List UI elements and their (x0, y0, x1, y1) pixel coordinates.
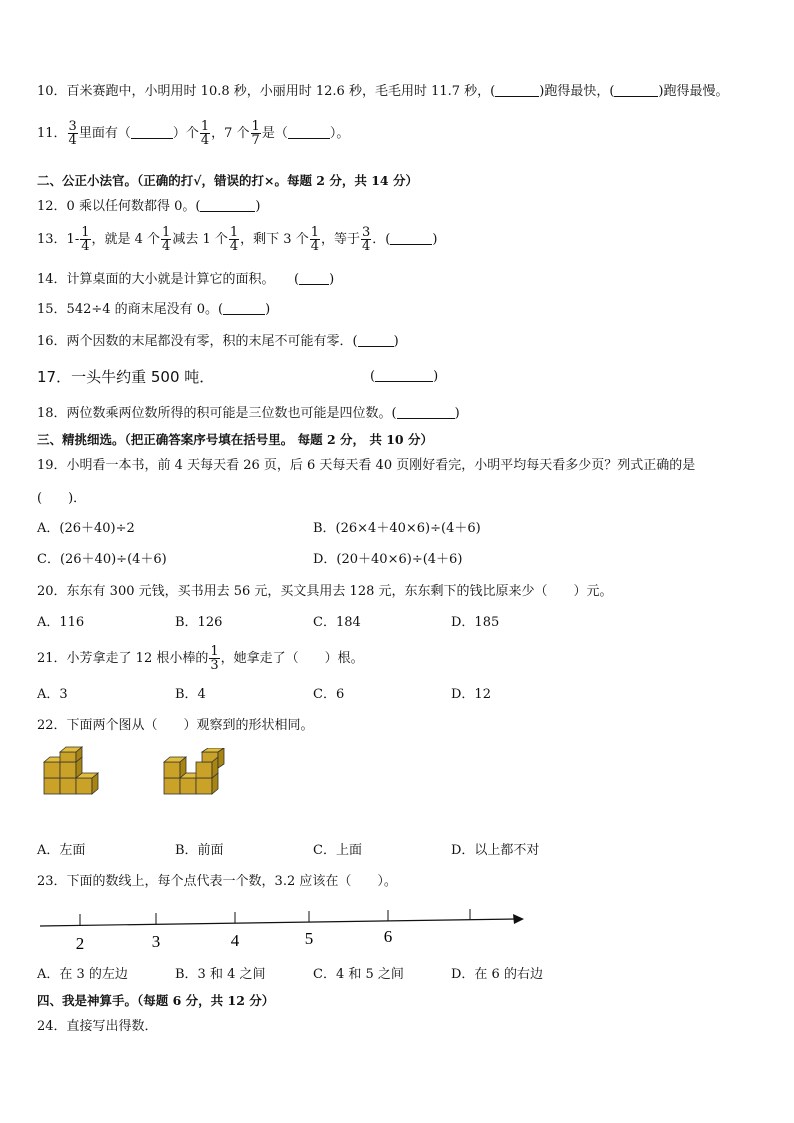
number-line-axis (40, 919, 516, 926)
question-23: 23．下面的数线上，每个点代表一个数，3.2 应该在（ ）。 (37, 874, 397, 889)
fraction: $\frac{1}{7}$ (251, 119, 260, 148)
option-d[interactable]: D．12 (451, 687, 491, 702)
number-line (36, 905, 536, 955)
option-c[interactable]: C．6 (313, 687, 345, 702)
answer-blank[interactable] (131, 126, 173, 139)
option-a[interactable]: A．(26＋40)÷2 (37, 521, 135, 536)
option-d[interactable]: D．以上都不对 (451, 843, 540, 858)
section-heading-4: 四、我是神算手。（每题 6 分，共 12 分） (37, 993, 275, 1008)
question-22: 22．下面两个图从（ ）观察到的形状相同。 (37, 718, 314, 733)
option-d[interactable]: D．在 6 的右边 (451, 967, 543, 982)
option-b[interactable]: B．前面 (175, 843, 224, 858)
option-c[interactable]: C．上面 (313, 843, 362, 858)
question-20: 20．东东有 300 元钱，买书用去 56 元，买文具用去 128 元，东东剩下的钱比原来少（ ）元。 (37, 584, 613, 599)
fraction: $\frac{3}{4}$ (68, 119, 77, 148)
tick-label: 4 (230, 931, 240, 950)
question-21: 21．小芳拿走了 12 根小棒的 $\frac{1}{3}$ ，她拿走了（ ）根。 (37, 644, 364, 673)
answer-blank[interactable] (223, 302, 265, 315)
question-17: 17．一头牛约重 500 吨． (37, 368, 215, 386)
fraction: $\frac{1}{3}$ (210, 644, 219, 673)
section-heading-3: 三、精挑细选。（把正确答案序号填在括号里。 每题 2 分， 共 10 分） (37, 432, 433, 447)
cube-figure-left (38, 745, 108, 800)
fraction: $\frac{1}{4}$ (310, 225, 319, 254)
question-11: 11． $\frac{3}{4}$ 里面有（ ）个 $\frac{1}{4}$ ，7 个 $\frac{1}{7}$ 是（ ）。 (37, 119, 350, 148)
question-13: 13．1- $\frac{1}{4}$ ，就是 4 个 $\frac{1}{4}$ 减去 1 个 $\frac{1}{4}$ ，剩下 3 个 $\frac{1}{4}$ ，等于 $\frac{3}{4}$ ．( ) (37, 225, 438, 254)
option-a[interactable]: A．3 (37, 687, 68, 702)
question-16: 16．两个因数的末尾都没有零，积的末尾不可能有零．( ) (37, 334, 399, 349)
option-b[interactable]: B．4 (175, 687, 206, 702)
answer-blank[interactable] (358, 334, 394, 347)
question-18: 18．两位数乘两位数所得的积可能是三位数也可能是四位数。( ) (37, 406, 460, 421)
fraction: $\frac{1}{4}$ (162, 225, 171, 254)
question-10: 10．百米赛跑中，小明用时 10.8 秒，小丽用时 12.6 秒，毛毛用时 11.7 秒，( )跑得最快，( )跑得最慢。 (37, 84, 729, 99)
option-b[interactable]: B．(26×4＋40×6)÷(4＋6) (313, 521, 481, 536)
tick-label: 3 (151, 932, 161, 951)
arrow-icon (513, 914, 524, 924)
fraction: $\frac{1}{4}$ (200, 119, 210, 148)
answer-blank[interactable] (375, 369, 433, 382)
option-a[interactable]: A．116 (37, 615, 85, 630)
option-d[interactable]: D．185 (451, 615, 500, 630)
fraction: $\frac{1}{4}$ (81, 225, 90, 254)
question-12: 12．0 乘以任何数都得 0。( ) (37, 199, 261, 214)
answer-blank[interactable] (200, 199, 255, 212)
fraction: $\frac{1}{4}$ (229, 225, 239, 254)
answer-blank[interactable] (390, 232, 432, 245)
tick-label: 2 (75, 934, 85, 953)
answer-blank[interactable] (614, 84, 658, 97)
option-a[interactable]: A．左面 (37, 843, 86, 858)
question-19-paren: ( )． (37, 491, 87, 506)
answer-blank[interactable] (288, 126, 330, 139)
question-19: 19．小明看一本书，前 4 天每天看 26 页，后 6 天每天看 40 页刚好看完，小明平均每天看多少页？列式正确的是 (37, 458, 696, 473)
option-c[interactable]: C．4 和 5 之间 (313, 967, 404, 982)
section-heading-2: 二、公正小法官。（正确的打√，错误的打×。每题 2 分，共 14 分） (37, 173, 418, 188)
option-b[interactable]: B．3 和 4 之间 (175, 967, 266, 982)
option-b[interactable]: B．126 (175, 615, 223, 630)
tick-label: 6 (383, 927, 393, 946)
option-d[interactable]: D．(20＋40×6)÷(4＋6) (313, 552, 463, 567)
answer-blank[interactable] (495, 84, 539, 97)
cube-figure-right (160, 748, 230, 800)
answer-blank[interactable] (299, 272, 329, 285)
tick-label: 5 (304, 929, 314, 948)
option-a[interactable]: A．在 3 的左边 (37, 967, 128, 982)
option-c[interactable]: C．184 (313, 615, 361, 630)
question-14: 14．计算桌面的大小就是计算它的面积。 ( ) (37, 272, 335, 287)
question-24: 24．直接写出得数． (37, 1019, 158, 1034)
option-c[interactable]: C．(26＋40)÷(4＋6) (37, 552, 167, 567)
fraction: $\frac{3}{4}$ (362, 225, 371, 254)
answer-blank[interactable] (397, 406, 455, 419)
question-15: 15．542÷4 的商末尾没有 0。( ) (37, 302, 271, 317)
question-17-answer: ( ) (370, 369, 439, 384)
